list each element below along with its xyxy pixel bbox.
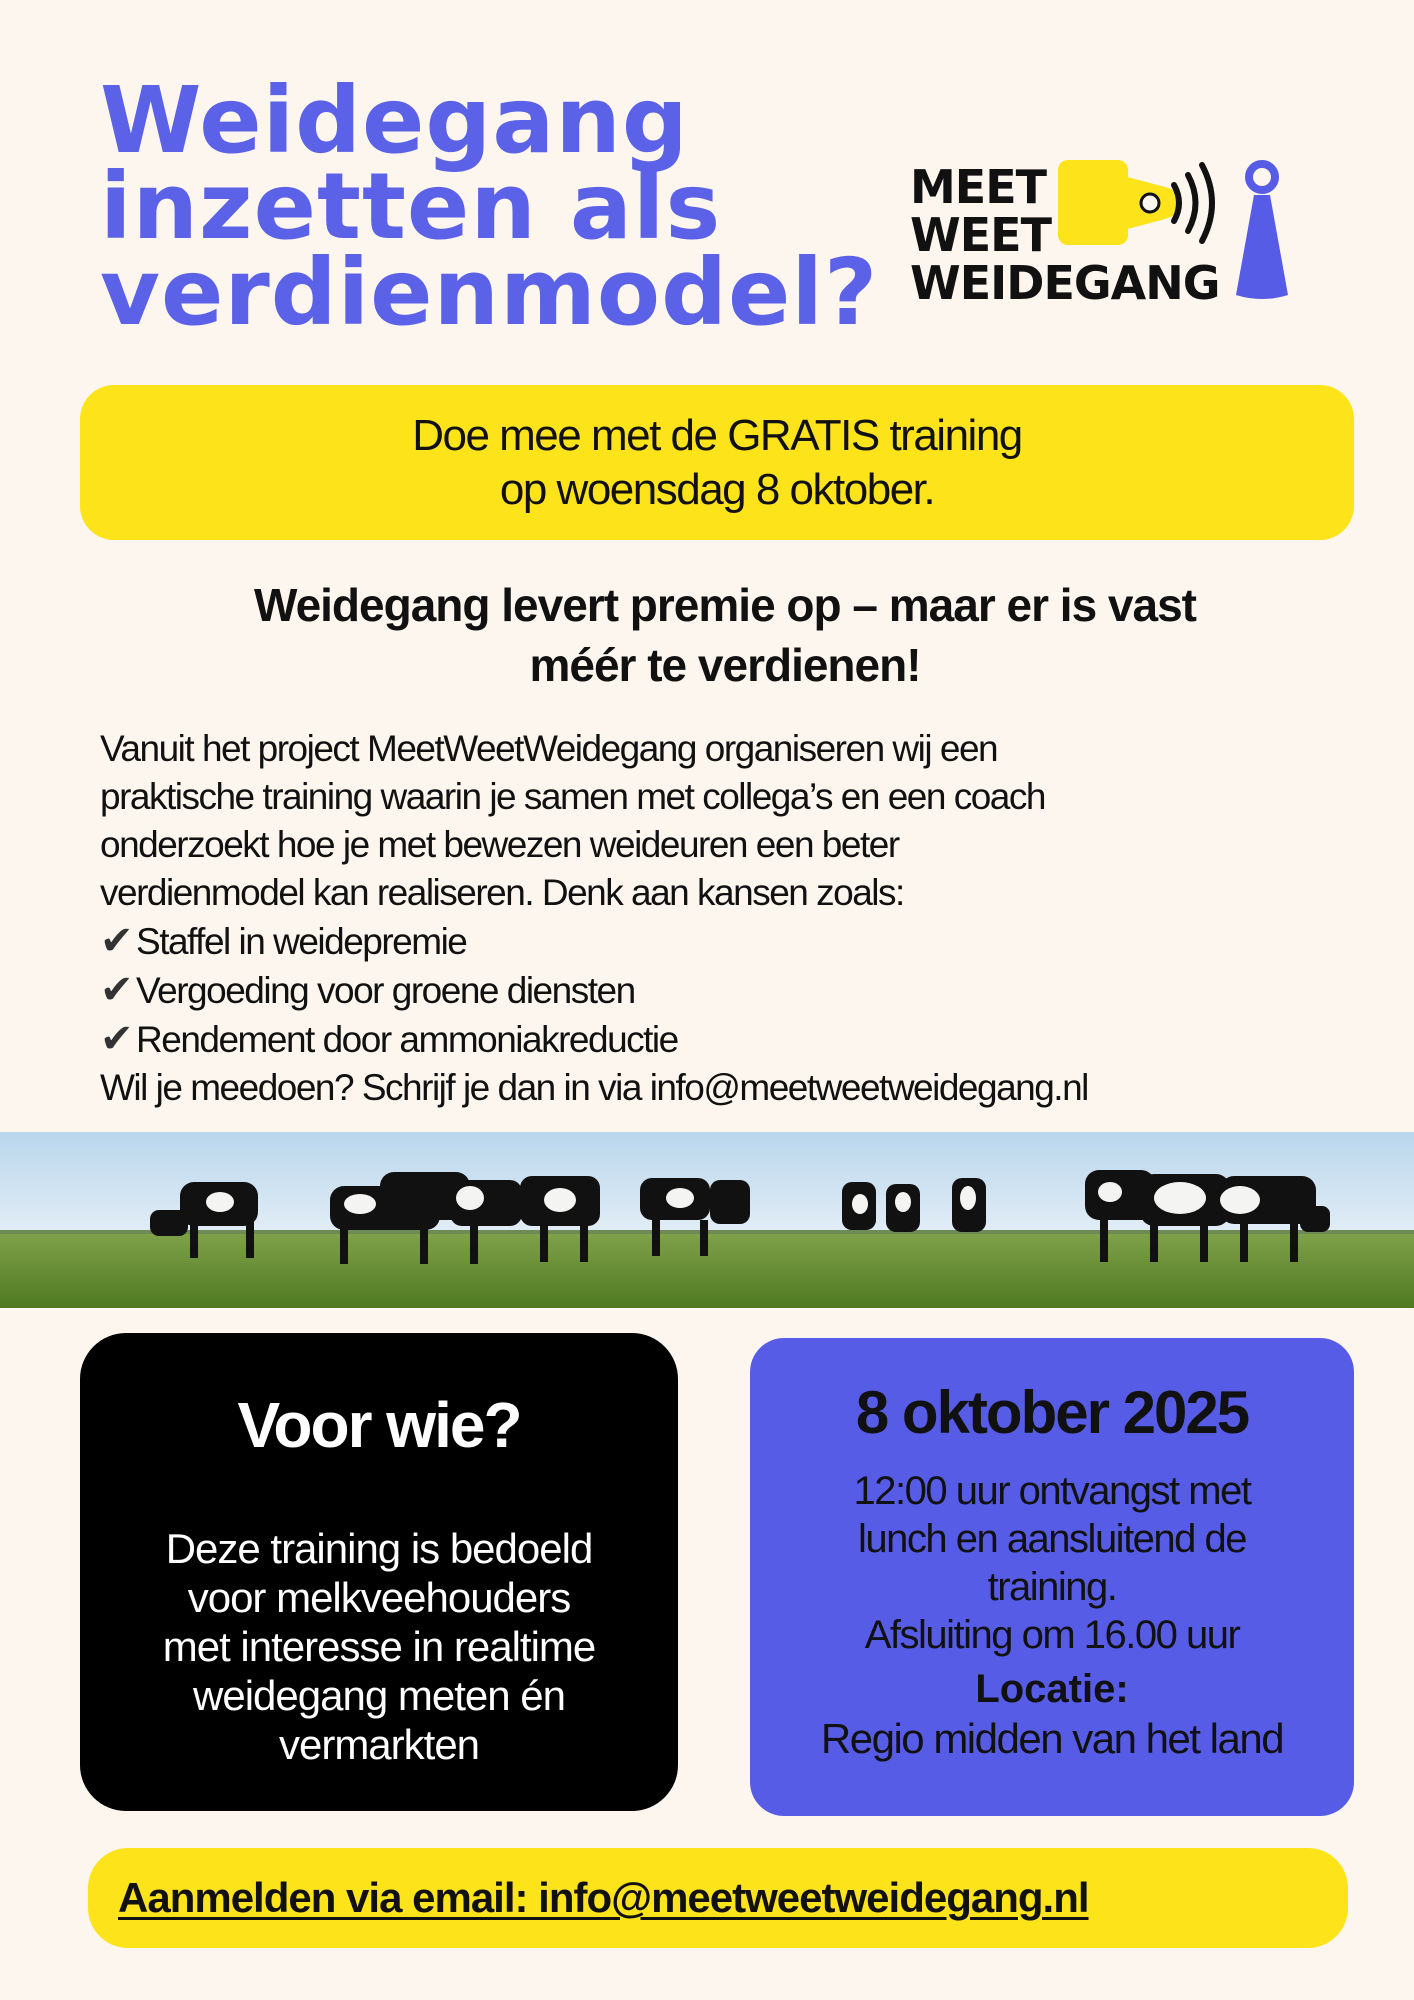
signup-cta: Wil je meedoen? Schrijf je dan in via info@meetweetweidegang.nl bbox=[100, 1067, 1088, 1108]
logo-line: WEIDEGANG bbox=[910, 256, 1220, 310]
paragraph-line: verdienmodel kan realiseren. Denk aan kansen zoals: bbox=[100, 872, 904, 913]
schedule-line: lunch en aansluitend de bbox=[857, 1517, 1247, 1561]
subtitle bbox=[100, 575, 1350, 695]
schedule-line: training. bbox=[987, 1565, 1117, 1609]
ear-tag-icon bbox=[1058, 160, 1180, 245]
target-audience-box bbox=[80, 1333, 678, 1811]
target-audience-line: voor melkveehouders bbox=[187, 1574, 571, 1621]
subtitle-line: Weidegang levert premie op – maar er is vast bbox=[253, 579, 1196, 631]
event-date: 8 oktober 2025 bbox=[855, 1379, 1249, 1446]
event-details-box bbox=[750, 1338, 1354, 1816]
target-audience-heading: Voor wie? bbox=[237, 1389, 521, 1461]
signup-email-link[interactable]: Aanmelden via email: info@meetweetweidegang.nl bbox=[118, 1874, 1089, 1921]
title-line: Weidegang bbox=[100, 67, 689, 174]
schedule-line: 12:00 uur ontvangst met bbox=[853, 1469, 1251, 1513]
antenna-icon bbox=[1236, 164, 1288, 299]
page-title bbox=[100, 67, 880, 346]
checkmark-icon: ✔ bbox=[100, 967, 133, 1013]
body-text bbox=[100, 725, 1360, 1112]
check-item bbox=[100, 1015, 1360, 1064]
logo-line: WEET bbox=[910, 208, 1051, 262]
banner-line: Doe mee met de GRATIS training bbox=[412, 410, 1022, 460]
target-audience-line: Deze training is bedoeld bbox=[165, 1525, 593, 1572]
signup-banner bbox=[88, 1848, 1348, 1948]
signal-waves-icon bbox=[1174, 165, 1212, 241]
checkmark-icon: ✔ bbox=[100, 918, 133, 964]
event-schedule bbox=[750, 1467, 1354, 1659]
paragraph-line: onderzoekt hoe je met bewezen weideuren een beter bbox=[100, 824, 899, 865]
target-audience-line: met interesse in realtime bbox=[162, 1623, 596, 1670]
paragraph-line: praktische training waarin je samen met collega’s en een coach bbox=[100, 776, 1045, 817]
logo-line: MEET bbox=[910, 160, 1046, 214]
check-item-label: Vergoeding voor groene diensten bbox=[136, 970, 635, 1011]
check-item-label: Rendement door ammoniakreductie bbox=[136, 1019, 678, 1060]
location-label: Locatie: bbox=[975, 1667, 1129, 1711]
target-audience-text bbox=[80, 1524, 678, 1769]
checkmark-icon: ✔ bbox=[100, 1016, 133, 1062]
schedule-line: Afsluiting om 16.00 uur bbox=[864, 1613, 1240, 1657]
subtitle-line: méér te verdienen! bbox=[529, 639, 921, 691]
cows-meadow-photo bbox=[0, 1132, 1414, 1308]
logo bbox=[910, 155, 1310, 310]
title-line: verdienmodel? bbox=[100, 239, 879, 346]
check-item-label: Staffel in weidepremie bbox=[136, 921, 467, 962]
check-item bbox=[100, 966, 1360, 1015]
check-item bbox=[100, 917, 1360, 966]
target-audience-line: weidegang meten én bbox=[193, 1672, 565, 1719]
title-line: inzetten als bbox=[100, 153, 722, 260]
training-banner bbox=[80, 385, 1354, 540]
paragraph-line: Vanuit het project MeetWeetWeidegang organiseren wij een bbox=[100, 728, 998, 769]
target-audience-line: vermarkten bbox=[278, 1721, 480, 1768]
location-value: Regio midden van het land bbox=[820, 1715, 1284, 1762]
banner-line: op woensdag 8 oktober. bbox=[499, 464, 935, 514]
